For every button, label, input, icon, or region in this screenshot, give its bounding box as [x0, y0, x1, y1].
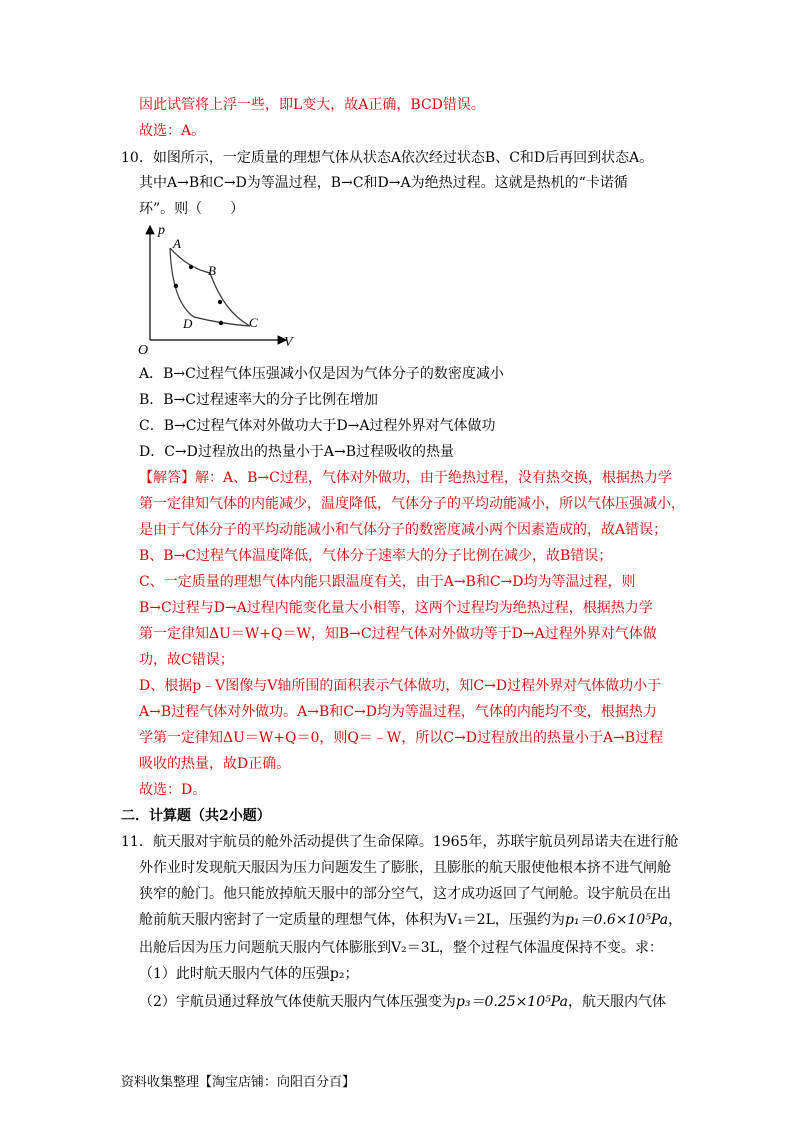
origin-label: O: [138, 343, 149, 358]
point-b-label: B: [208, 263, 216, 278]
q10-option-c: C．B→C过程气体对外做功大于D→A过程外界对气体做功: [139, 418, 496, 434]
q11-line: 出舱后因为压力问题航天服内气体膨胀到V₂＝3L，整个过程气体温度保持不变。求：: [139, 940, 663, 956]
q10-solution-line: 第一定律知气体的内能减少，温度降低，气体分子的平均动能减小，所以气体压强减小，: [139, 496, 685, 512]
curve-d-a: [170, 248, 194, 317]
q11-line-end: ，: [668, 912, 683, 928]
q10-solution-line: 是由于气体分子的平均动能减小和气体分子的数密度减小两个因素造成的，故A错误；: [139, 522, 668, 538]
footer-source: 资料收集整理【淘宝店铺：向阳百分百】: [121, 1075, 356, 1090]
q10-solution-line: 功，故C错误；: [139, 652, 234, 668]
q10-stem-line: 环”。则（ ）: [139, 201, 245, 217]
q11-line: 11．航天服对宇航员的舱外活动提供了生命保障。1965年，苏联宇航员列昂诺夫在进行舱: [121, 834, 679, 850]
pv-diagram: [138, 220, 298, 360]
q10-option-a: A．B→C过程气体压强减小仅是因为气体分子的数密度减小: [139, 366, 504, 382]
p3-formula: p₃＝0.25×10⁵Pa: [455, 994, 568, 1010]
point-c-label: C: [249, 315, 258, 330]
q10-solution-line: D、根据p﹣V图像与V轴所围的面积表示气体做功，知C→D过程外界对气体做功小于: [139, 678, 662, 694]
v-axis-label: V: [284, 335, 293, 350]
curve-a-b: [170, 248, 210, 273]
p1-formula: p₁＝0.6×10⁵Pa: [564, 912, 669, 928]
q10-stem-line: 其中A→B和C→D为等温过程，B→C和D→A为绝热过程。这就是热机的“卡诺循: [139, 175, 628, 191]
q11-line-text: 舱前航天服内密封了一定质量的理想气体，体积为V₁＝2L，压强约为: [139, 912, 565, 928]
q10-solution-line: A→B过程气体对外做功。A→B和C→D均为等温过程，气体的内能均不变，根据热力: [139, 704, 657, 720]
prev-solution-line: 因此试管将上浮一些，即L变大，故A正确，BCD错误。: [139, 97, 485, 113]
q11-line: 狭窄的舱门。他只能放掉航天服中的部分空气，这才成功返回了气闸舱。设宇航员在出: [139, 886, 671, 902]
prev-answer: 故选：A。: [139, 123, 206, 139]
q11-line: 外作业时发现航天服因为压力问题发生了膨胀，且膨胀的航天服使他根本挤不进气闸舱: [139, 860, 671, 876]
point-d-label: D: [183, 316, 193, 331]
q11-subquestion-1: （1）此时航天服内气体的压强p₂；: [139, 966, 359, 982]
q10-option-d: D．C→D过程放出的热量小于A→B过程吸收的热量: [139, 444, 455, 460]
point-a-label: A: [173, 236, 181, 251]
q10-answer: 故选：D。: [139, 782, 207, 798]
q10-solution-line: 第一定律知ΔU＝W+Q＝W，知B→C过程气体对外做功等于D→A过程外界对气体做: [139, 626, 657, 642]
q10-stem-line: 10．如图所示，一定质量的理想气体从状态A依次经过状态B、C和D后再回到状态A。: [121, 150, 654, 166]
q11-sub2-text: （2）宇航员通过释放气体使航天服内气体压强变为: [139, 994, 456, 1010]
curve-b-c: [210, 273, 250, 326]
p-axis-label: p: [158, 223, 165, 238]
q10-solution-line: 学第一定律知ΔU＝W+Q＝0，则Q＝﹣W，所以C→D过程放出的热量小于A→B过程: [139, 730, 664, 746]
q10-solution-line: B、B→C过程气体温度降低，气体分子速率大的分子比例在减少，故B错误；: [139, 548, 613, 564]
q10-solution-line: 吸收的热量，故D正确。: [139, 756, 291, 772]
q11-subquestion-2: [139, 992, 666, 1012]
q11-line-with-formula: [139, 910, 682, 930]
q10-option-b: B．B→C过程速率大的分子比例在增加: [139, 392, 379, 408]
q10-solution-line: B→C过程与D→A过程内能变化量大小相等，这两个过程均为绝热过程，根据热力学: [139, 600, 653, 616]
q10-solution-line: C、一定质量的理想气体内能只跟温度有关，由于A→B和C→D均为等温过程，则: [139, 574, 636, 590]
section-title: 二．计算题（共2小题）: [121, 808, 271, 824]
q10-solution-line: 【解答】解：A、B→C过程，气体对外做功，由于绝热过程，没有热交换，根据热力学: [139, 470, 672, 486]
q11-sub2-text-end: ，航天服内气体: [567, 994, 666, 1010]
